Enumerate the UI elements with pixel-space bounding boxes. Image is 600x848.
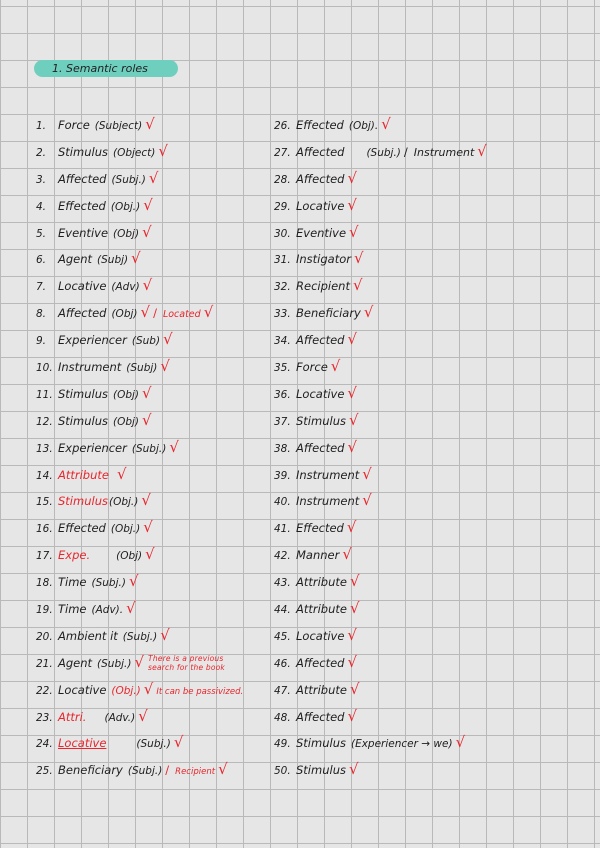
answer-row xyxy=(274,407,574,434)
check-mark-icon: √ xyxy=(160,357,170,376)
answer-function: (Subj.) xyxy=(131,442,167,455)
check-mark-icon: √ xyxy=(141,491,151,510)
check-mark-icon: √ xyxy=(143,195,153,214)
check-mark-icon: √ xyxy=(347,195,357,214)
check-mark-icon: √ xyxy=(348,410,359,429)
answer-role: Instrument xyxy=(296,494,360,509)
answer-row xyxy=(274,595,574,622)
answer-role: Experiencer xyxy=(58,333,127,348)
check-mark-icon: √ xyxy=(477,141,487,160)
answer-function: (Obj) xyxy=(113,227,140,240)
check-mark-icon: √ xyxy=(163,330,173,349)
answer-role: Stimulus xyxy=(296,736,346,751)
check-mark-icon: √ xyxy=(145,115,155,133)
answer-row xyxy=(36,568,280,595)
answer-number: 16. xyxy=(36,523,53,536)
answer-role: Affected xyxy=(58,306,107,321)
answer-column-left xyxy=(36,111,280,783)
answer-row xyxy=(274,434,574,461)
answer-row xyxy=(36,649,280,676)
answer-number: 31. xyxy=(274,254,291,267)
answer-slash: / xyxy=(403,144,408,159)
check-mark-icon: √ xyxy=(354,249,364,268)
answer-role: Stimulus xyxy=(58,494,108,509)
answer-row xyxy=(274,299,574,326)
answer-function: (Experiencer → we) xyxy=(350,738,453,751)
answer-function: (Obj). xyxy=(348,120,379,132)
answer-role: Manner xyxy=(296,548,340,563)
answer-function: (Subj.) xyxy=(111,173,146,186)
check-mark-icon: √ xyxy=(347,706,358,725)
answer-row xyxy=(36,756,280,783)
correction-slash: / xyxy=(153,306,157,321)
check-mark-icon: √ xyxy=(347,652,358,671)
answer-role: Attri. xyxy=(58,709,87,724)
section-title: 1. Semantic roles xyxy=(34,60,178,77)
answer-role: Affected xyxy=(296,709,345,724)
answer-role: Agent xyxy=(58,655,93,670)
answer-number: 45. xyxy=(274,630,291,643)
answer-row xyxy=(36,729,280,756)
answer-number: 19. xyxy=(36,604,53,617)
answer-function: (Obj.) xyxy=(108,496,139,509)
answer-role: Affected xyxy=(296,440,345,455)
answer-row xyxy=(36,245,280,272)
answer-role: Stimulus xyxy=(58,144,108,159)
answer-role: Effected xyxy=(58,521,106,536)
answer-row xyxy=(36,192,280,219)
answer-role: Recipient xyxy=(296,279,350,294)
alternative-answer: Instrument xyxy=(413,145,475,159)
answer-role: Stimulus xyxy=(296,763,346,778)
answer-number: 10. xyxy=(36,362,53,375)
answer-function: (Obj.) xyxy=(111,684,141,697)
correction-note: Located xyxy=(162,309,201,321)
answer-row xyxy=(36,461,280,488)
answer-row xyxy=(274,622,574,649)
answer-role: Beneficiary xyxy=(58,763,123,778)
answer-row xyxy=(274,111,574,138)
answer-role: Time xyxy=(58,602,87,617)
answer-function: (Obj) xyxy=(112,415,140,428)
answer-number: 33. xyxy=(274,308,291,321)
answer-role: Eventive xyxy=(296,225,347,240)
check-mark-icon: √ xyxy=(348,760,359,779)
answer-role: Locative xyxy=(296,198,345,213)
check-mark-icon: √ xyxy=(138,706,148,725)
check-mark-icon: √ xyxy=(134,652,145,671)
answer-row xyxy=(274,541,574,568)
answer-row xyxy=(36,407,280,434)
answer-role: Affected xyxy=(296,333,345,348)
answer-number: 41. xyxy=(274,523,291,536)
answer-row xyxy=(36,326,280,353)
answer-function: (Subj) xyxy=(97,254,129,267)
answer-row xyxy=(274,676,574,703)
answer-row xyxy=(36,272,280,299)
answer-number: 18. xyxy=(36,577,53,590)
answer-number: 1. xyxy=(36,120,47,132)
check-mark-icon: √ xyxy=(347,625,357,644)
answer-role: Affected xyxy=(296,655,345,670)
answer-function: (Obj) xyxy=(116,550,143,563)
check-mark-icon: √ xyxy=(347,383,357,402)
answer-number: 43. xyxy=(274,577,291,590)
answer-role: Effected xyxy=(296,118,344,132)
check-mark-icon: √ xyxy=(140,303,151,322)
answer-row xyxy=(274,649,574,676)
answer-role: Locative xyxy=(296,386,345,401)
answer-number: 9. xyxy=(36,335,47,348)
answer-number: 22. xyxy=(36,684,53,697)
check-mark-icon: √ xyxy=(352,276,363,295)
answer-role: Instigator xyxy=(296,252,351,267)
answer-number: 49. xyxy=(274,738,291,751)
answer-number: 30. xyxy=(274,227,291,240)
answer-function: (Adv). xyxy=(91,604,124,617)
answer-row xyxy=(36,138,280,165)
answer-row xyxy=(274,219,574,246)
answer-number: 27. xyxy=(274,146,291,159)
answer-function: (Sub) xyxy=(131,335,161,348)
check-mark-icon: √ xyxy=(158,141,168,160)
answer-role: Stimulus xyxy=(58,386,108,401)
answer-function: (Adv) xyxy=(111,281,140,294)
answer-role: Affected xyxy=(296,144,345,159)
check-mark-icon: √ xyxy=(142,222,152,241)
answer-function: (Obj.) xyxy=(110,523,141,536)
answer-role: Affected xyxy=(58,171,107,186)
answer-number: 35. xyxy=(274,362,291,375)
answer-function: (Subject) xyxy=(94,120,143,132)
answer-role: Eventive xyxy=(58,225,109,240)
answer-role: Force xyxy=(296,360,328,375)
answer-function: (Subj.) xyxy=(91,577,126,590)
answer-number: 46. xyxy=(274,657,291,670)
answer-number: 26. xyxy=(274,120,291,132)
answer-number: 44. xyxy=(274,604,291,617)
answer-row xyxy=(274,245,574,272)
check-mark-icon: √ xyxy=(145,545,155,564)
answer-number: 23. xyxy=(36,711,53,724)
answer-row xyxy=(274,380,574,407)
answer-number: 42. xyxy=(274,550,291,563)
check-mark-icon: √ xyxy=(363,303,374,322)
answer-role: Effected xyxy=(296,521,344,536)
check-mark-icon: √ xyxy=(346,518,357,537)
answer-column-right xyxy=(274,111,574,783)
answer-number: 11. xyxy=(36,388,53,401)
check-mark-icon: √ xyxy=(349,572,360,591)
answer-row xyxy=(274,461,574,488)
answer-role: Experiencer xyxy=(58,440,127,455)
answer-number: 5. xyxy=(36,227,47,240)
check-mark-icon: √ xyxy=(347,437,358,456)
answer-row xyxy=(36,703,280,730)
answer-number: 28. xyxy=(274,173,291,186)
answer-number: 3. xyxy=(36,173,47,186)
answer-number: 13. xyxy=(36,442,53,455)
answer-function: (Adv.) xyxy=(104,711,136,724)
answer-number: 29. xyxy=(274,200,291,213)
check-mark-icon: √ xyxy=(142,276,153,295)
answer-function: (Subj.) xyxy=(127,765,163,778)
answer-number: 24. xyxy=(36,738,53,751)
answer-number: 2. xyxy=(36,146,47,159)
answer-role: Ambient it xyxy=(58,628,118,643)
answer-number: 32. xyxy=(274,281,291,294)
check-mark-icon: √ xyxy=(169,437,179,456)
check-mark-icon: √ xyxy=(142,383,152,402)
answer-number: 17. xyxy=(36,550,53,563)
answer-number: 15. xyxy=(36,496,53,509)
answer-function: (Subj.) xyxy=(122,630,158,643)
answer-role: Instrument xyxy=(296,467,360,482)
check-mark-icon: √ xyxy=(362,464,372,483)
answer-number: 36. xyxy=(274,388,291,401)
answer-role: Stimulus xyxy=(58,413,108,428)
check-mark-icon: √ xyxy=(143,518,153,537)
check-mark-icon: √ xyxy=(330,357,341,376)
answer-role: Locative xyxy=(296,628,345,643)
answer-role: Attribute xyxy=(296,575,347,590)
check-mark-icon: √ xyxy=(148,168,159,187)
answer-row xyxy=(274,353,574,380)
answer-role: Force xyxy=(58,118,90,132)
answer-row xyxy=(36,622,280,649)
check-mark-icon: √ xyxy=(128,572,139,591)
answer-role: Affected xyxy=(296,171,345,186)
check-mark-icon: √ xyxy=(347,168,358,187)
answer-role: Instrument xyxy=(58,360,122,375)
answer-number: 20. xyxy=(36,630,53,643)
answer-row xyxy=(274,192,574,219)
teacher-note: It can be passivized. xyxy=(156,686,244,697)
answer-role: Attribute xyxy=(58,467,109,482)
answer-number: 6. xyxy=(36,254,47,267)
answer-number: 7. xyxy=(36,281,47,294)
answer-row xyxy=(36,165,280,192)
answer-function: (Subj.) xyxy=(97,657,132,670)
check-mark-icon: √ xyxy=(131,249,141,268)
check-mark-icon: √ xyxy=(126,599,136,618)
answer-function: (Obj) xyxy=(111,308,138,321)
answer-number: 12. xyxy=(36,415,53,428)
answer-number: 4. xyxy=(36,200,47,213)
check-mark-icon: √ xyxy=(349,599,360,618)
answer-row xyxy=(36,595,280,622)
answer-number: 38. xyxy=(274,442,291,455)
answer-row xyxy=(36,353,280,380)
check-mark-icon: √ xyxy=(455,733,466,752)
answer-row xyxy=(36,299,280,326)
answer-row xyxy=(36,434,280,461)
answer-row xyxy=(274,729,574,756)
answer-row xyxy=(274,272,574,299)
answer-row xyxy=(274,703,574,730)
answer-role: Attribute xyxy=(296,602,347,617)
answer-row xyxy=(274,514,574,541)
answer-number: 37. xyxy=(274,415,291,428)
answer-row xyxy=(36,487,280,514)
check-mark-icon: √ xyxy=(173,733,184,752)
check-mark-icon: √ xyxy=(160,625,170,644)
answer-number: 48. xyxy=(274,711,291,724)
answer-role: Effected xyxy=(58,198,106,213)
check-mark-icon: √ xyxy=(347,330,358,349)
answer-row xyxy=(36,111,280,138)
answer-role: Locative xyxy=(58,736,107,751)
answer-row xyxy=(36,219,280,246)
answer-number: 47. xyxy=(274,684,291,697)
answer-row xyxy=(274,487,574,514)
answer-row xyxy=(36,541,280,568)
correction-note: Recipient xyxy=(175,767,216,778)
answer-row xyxy=(274,138,574,165)
answer-row xyxy=(274,568,574,595)
answer-function: (Subj.) xyxy=(366,146,401,159)
check-mark-icon: √ xyxy=(203,303,214,322)
answer-row xyxy=(36,380,280,407)
check-mark-icon: √ xyxy=(349,222,359,241)
teacher-note: There is a previous search for the book xyxy=(148,654,225,673)
answer-role: Agent xyxy=(58,252,93,267)
check-mark-icon: √ xyxy=(342,545,352,564)
answer-role: Locative xyxy=(58,279,107,294)
answer-row xyxy=(36,676,280,703)
check-mark-icon: √ xyxy=(218,760,228,779)
answer-number: 40. xyxy=(274,496,291,509)
answer-role: Locative xyxy=(58,682,107,697)
answer-function: (Obj) xyxy=(112,388,140,401)
answer-function: (Obj.) xyxy=(110,200,141,213)
answer-role: Time xyxy=(58,575,87,590)
answer-function: (Object) xyxy=(112,146,156,159)
answer-number: 50. xyxy=(274,765,291,778)
check-mark-icon: √ xyxy=(349,679,360,698)
answer-number: 39. xyxy=(274,469,291,482)
answer-role: Attribute xyxy=(296,682,347,697)
answer-role: Expe. xyxy=(58,548,91,563)
answer-function: (Subj) xyxy=(126,362,158,375)
answer-number: 14. xyxy=(36,469,53,482)
check-mark-icon: √ xyxy=(142,410,152,429)
answer-row xyxy=(274,326,574,353)
answer-role: Stimulus xyxy=(296,413,346,428)
answer-number: 34. xyxy=(274,335,291,348)
answer-number: 25. xyxy=(36,765,53,778)
answer-row xyxy=(274,165,574,192)
check-mark-icon: √ xyxy=(381,115,391,133)
answer-row xyxy=(36,514,280,541)
check-mark-icon: √ xyxy=(362,491,372,510)
answer-number: 8. xyxy=(36,308,47,321)
answer-row xyxy=(274,756,574,783)
answer-role: Beneficiary xyxy=(296,306,361,321)
check-mark-icon: √ xyxy=(143,679,154,698)
answer-number: 21. xyxy=(36,657,53,670)
answer-function: (Subj.) xyxy=(136,738,171,751)
check-mark-icon: √ xyxy=(116,464,127,483)
correction-slash: / xyxy=(165,763,170,778)
